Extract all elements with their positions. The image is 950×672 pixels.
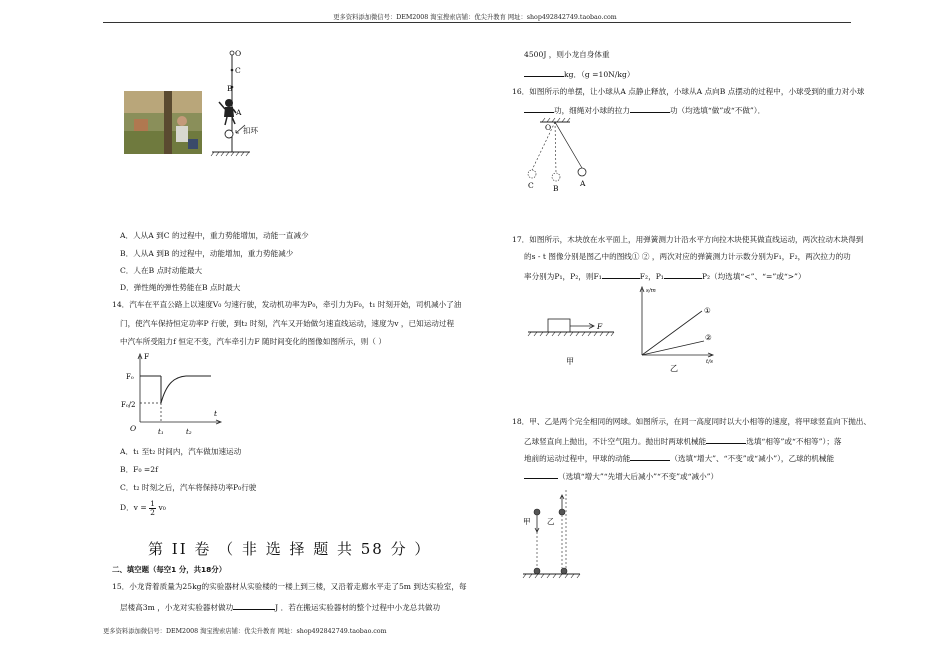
q18-line-3 [524,453,834,464]
ball-jia-start [534,509,540,515]
graph-tick-f0-half: F₀/2 [121,401,136,409]
q14-option-d-prefix: D．v = [120,503,147,513]
q18-line-2-b: 选填“相等”或“不相等”）；落 [746,437,842,446]
pendulum-label-o: O [545,123,552,132]
pendulum-label-b: B [553,184,559,193]
graph-t-label: t/s [706,359,713,365]
q14-option-c: C．t₂ 时刻之后，汽车将保持功率P₀行驶 [120,483,257,492]
bungee-diagram [205,45,265,160]
q18-line-2-a: 乙球竖直向上抛出，不计空气阻力。抛出时两球机械能 [524,437,707,446]
pendulum-label-a: A [580,179,586,188]
label-yi: 乙 [547,517,555,526]
label-c: C [235,66,241,75]
q14-option-a: A．t₁ 至t₂ 时间内，汽车做加速运动 [120,447,242,456]
force-label: F [597,322,603,331]
ball-c [528,170,536,178]
q18-line-4-text: （选填“增大”“先增大后减小”“不变”或“减小”） [558,472,719,481]
page-footer: 更多资料添加微信号：DEM2008 淘宝搜索店铺：优尖升教育 网址：shop492842749.taobao.com [103,628,387,635]
q17-line-2: 的s - t 图像分别是图乙中的图线① ② ，两次对应的弹簧测力计示数分别为F₁，F₂，两次拉力的功 [524,252,851,261]
label-jia: 甲 [523,517,531,526]
q16-blank-gravity[interactable] [524,105,554,113]
q14-option-d-fraction [149,500,156,516]
q17-figure-jia [526,310,621,370]
graph-y-label: F [144,352,150,361]
q15-line-4-b: kg．（g =10N/kg） [564,70,635,79]
ball-yi-ground [561,568,567,574]
q16-line-2-b: 功（均选填“做”或“不做”）． [669,106,766,115]
q15-line-2-b: J ．若在搬运实验器材的整个过程中小龙总共做功 [275,603,441,612]
q14-option-d-suffix: v₀ [158,503,166,513]
point-o-dot [230,51,234,55]
graph-tick-t2: t₂ [186,428,192,436]
q17-line-1: 17．如图所示，木块放在水平面上，用弹簧测力计沿水平方向拉木块使其做直线运动，两次拉动木块得到 [512,235,864,244]
q18-blank-yi-energy[interactable] [524,471,558,479]
q17-blank-force[interactable] [602,271,640,279]
bungee-photo [124,91,202,154]
graph-line-1-label: ① [704,306,711,315]
q14-line-3: 中汽车所受阻力f 恒定不变，汽车牵引力F 随时间变化的图像如图所示，则（ ） [120,337,386,346]
section-two-title: 二、填空题（每空1 分，共18分） [112,565,227,574]
q18-blank-mech-energy[interactable] [706,436,746,444]
q13-option-c: C．人在B 点时动能最大 [120,266,203,275]
figure-yi-label: 乙 [670,364,678,373]
wood-block [548,319,570,332]
graph-tick-t1: t₁ [158,428,164,436]
q14-line-2: 门，使汽车保持恒定功率P 行驶，到t₂ 时刻，汽车又开始做匀速直线运动，速度为v ，已知运动过程 [120,319,455,328]
q18-balls-diagram [520,488,585,588]
fraction-numerator: 1 [150,499,156,508]
label-a: A [236,108,242,117]
q17-figure-yi-graph [630,283,725,373]
q16-line-1: 16．如图所示的单摆，让小球从A 点静止释放，小球从A 点向B 点摆动的过程中，小球受到的重力对小球 [512,87,865,96]
q15-blank-weight[interactable] [524,69,564,77]
ball-yi-start [559,509,565,515]
ball-jia-ground [534,568,540,574]
ball-b [552,173,560,181]
q18-line-3-b: （选填“增大”、“不变”或“减小”），乙球的机械能 [670,454,835,463]
q17-line-3-b: F₂，P₁ [639,272,664,281]
label-b: B [227,84,233,93]
graph-origin: O [130,424,137,433]
graph-x-label: t [214,409,218,418]
graph-line-2-label: ② [705,333,712,342]
q17-blank-power[interactable] [664,271,702,279]
clasp-ring [225,130,233,138]
q15-line-2-a: 层楼高3m ，小龙对实验器材做功 [120,603,234,612]
label-clasp: 扣环 [243,126,258,135]
q18-blank-kinetic[interactable] [630,453,670,461]
label-o: O [235,49,242,58]
q17-line-3-c: P₂（均选填“<”、“=”或“>”） [701,272,806,281]
q18-line-2 [524,436,842,447]
jumper-head [225,99,233,107]
q14-line-1: 14．汽车在平直公路上以速度V₀ 匀速行驶，发动机功率为P₀，牵引力为F₀，t₁ 时刻开始，司机减小了油 [112,300,462,309]
q16-pendulum-diagram [520,115,600,195]
q15-line-3: 4500J ，则小龙自身体重 [524,50,610,59]
q15-line-2 [120,602,440,613]
header-rule [103,22,851,23]
graph-s-label: s/m [646,288,656,294]
ball-a [578,168,586,176]
point-c-dot [231,69,234,72]
q17-line-3-a: 率分别为P₁，P₂，则F₁ [524,272,602,281]
q18-line-4 [524,471,718,482]
page-header: 更多资料添加微信号：DEM2008 淘宝搜索店铺：优尖升教育 网址：shop492842749.taobao.com [333,14,617,21]
q16-blank-tension[interactable] [630,105,670,113]
q14-option-b: B．F₀ =2f [120,465,158,474]
q14-force-time-graph [118,350,233,440]
q14-option-d [120,500,166,516]
fraction-denominator: 2 [150,507,156,517]
q15-blank-work[interactable] [233,602,275,610]
pendulum-label-c: C [528,181,534,190]
q18-line-3-a: 地前的运动过程中，甲球的动能 [524,454,631,463]
q13-option-d: D．弹性绳的弹性势能在B 点时最大 [120,283,241,292]
q15-line-4 [524,69,634,80]
q13-option-a: A．人从A 到C 的过程中，重力势能增加，动能一直减少 [120,231,309,240]
q17-line-3 [524,271,806,282]
figure-jia-label: 甲 [566,357,574,366]
part-ii-title: 第 II 卷 （ 非 选 择 题 共 58 分 ） [148,540,432,558]
q15-line-1: 15．小龙背着质量为25kg的实验器材从实验楼的一楼上到三楼，又沿着走廊水平走了5m 到达实验室，每 [112,582,467,591]
graph-tick-f0: F₀ [126,373,134,381]
q13-option-b: B．人从A 到B 的过程中，动能增加，重力势能减少 [120,249,294,258]
q16-line-2-a: 功，细绳对小球的拉力 [554,106,630,115]
q18-line-1: 18．甲、乙是两个完全相同的网球。如图所示，在同一高度同时以大小相等的速度，将甲球竖直向下抛出、 [512,417,871,426]
